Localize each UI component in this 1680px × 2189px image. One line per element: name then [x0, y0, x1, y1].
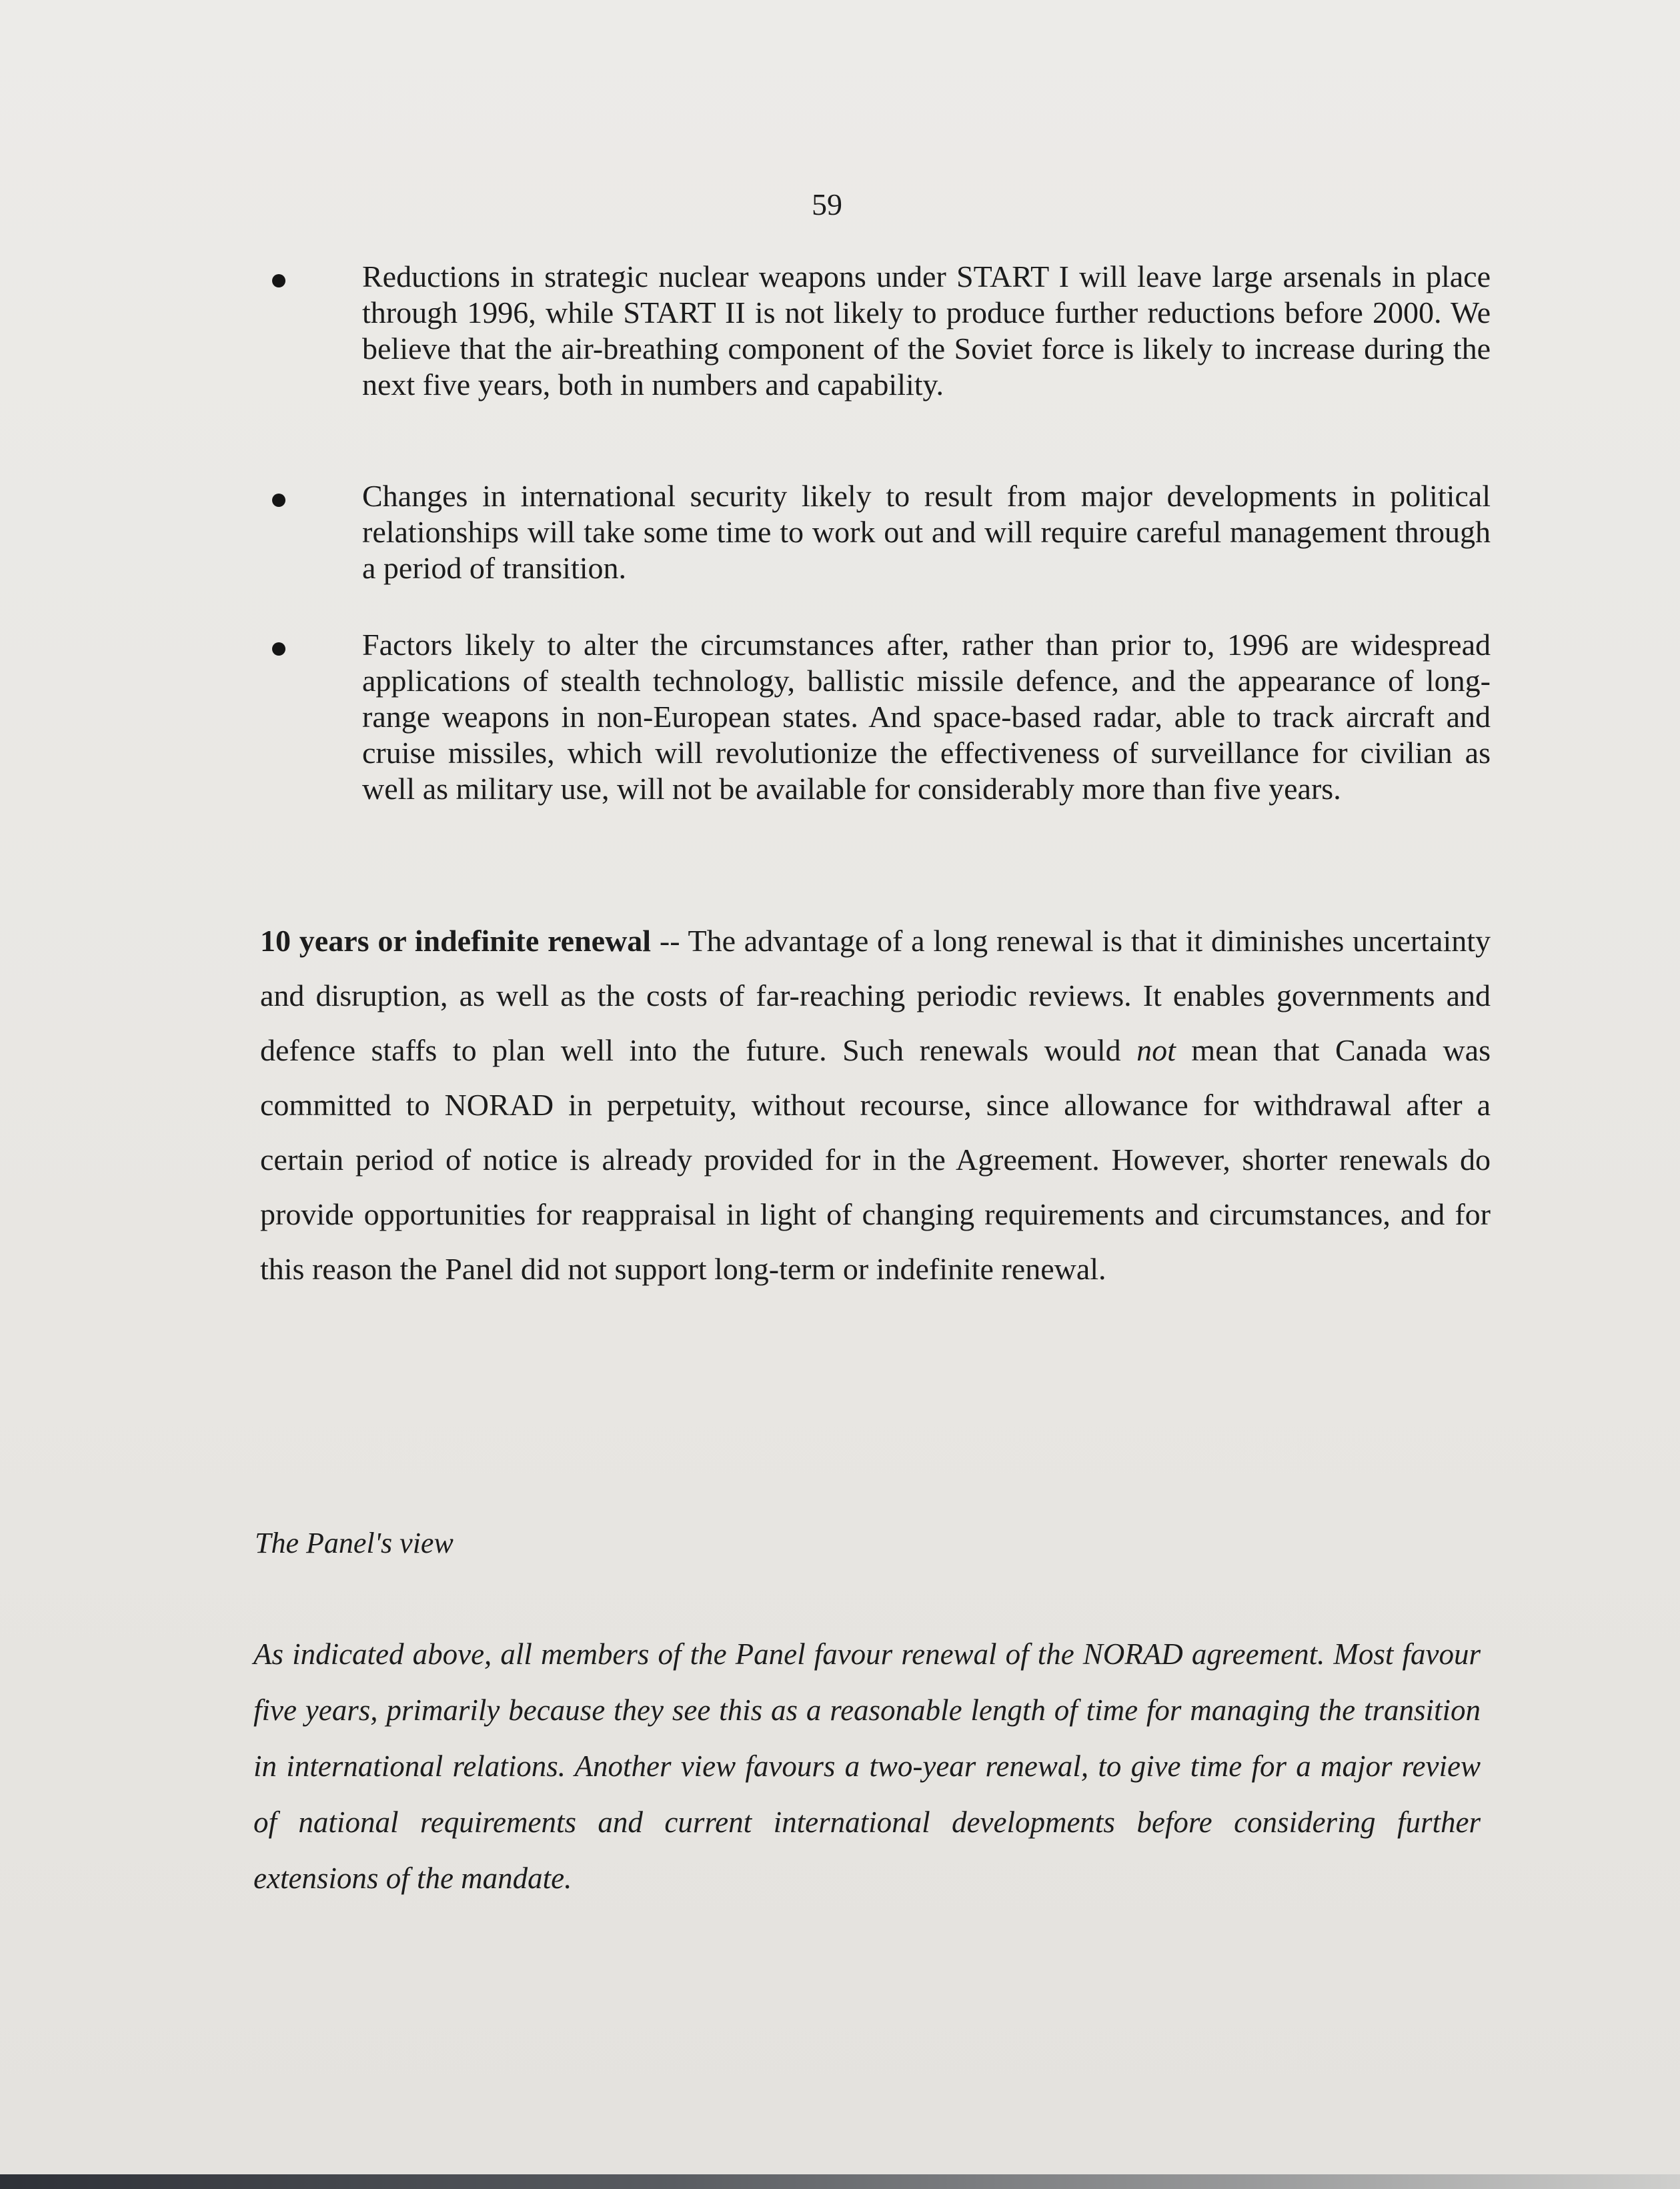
- page-number: 59: [812, 187, 842, 221]
- bullet-dot-icon: [272, 494, 285, 507]
- bullet-text: Changes in international security likely to result from major developments in political relationships will take some time to work out and will require careful management through a period of transition.: [362, 479, 1491, 585]
- bullet-text: Factors likely to alter the circumstances after, rather than prior to, 1996 are widespread applications of stealth technology, ballistic missile defence, and the appearance of long-range weapons in non-European states. And space-based radar, able to track aircraft and cruise missiles, which will revolutionize the effectiveness of surveillance for civilian as well as military use, will not be available for considerably more than five years.: [362, 628, 1491, 806]
- bullet-dot-icon: [272, 642, 285, 656]
- renewal-paragraph: [260, 914, 1491, 1297]
- scan-bottom-edge: [0, 2174, 1680, 2189]
- renewal-text-part-1: -- The advantage of a long renewal is that it diminishes uncertainty and disruption, as well as the costs of far-reaching periodic reviews. It enables governments and defence staffs to plan well into the future. Such renewals would: [260, 924, 1491, 1067]
- renewal-heading: 10 years or indefinite renewal: [260, 924, 652, 958]
- bullet-dot-icon: [272, 274, 285, 287]
- panel-view-paragraph: As indicated above, all members of the Panel favour renewal of the NORAD agreement. Most favour five years, primarily because they see this as a reasonable length of time for managing the transition in international relations. Another view favours a two-year renewal, to give time for a major review of national requirements and current international developments before considering further extensions of the mandate.: [253, 1637, 1481, 1895]
- panel-view-heading: The Panel's view: [255, 1527, 454, 1559]
- bullet-text: Reductions in strategic nuclear weapons under START I will leave large arsenals in place through 1996, while START II is not likely to produce further reductions before 2000. We believe that the air-breathing component of the Soviet force is likely to increase during the next five years, both in numbers and capability.: [362, 259, 1491, 402]
- renewal-emphasis: not: [1136, 1033, 1176, 1067]
- renewal-text-part-2: mean that Canada was committed to NORAD in perpetuity, without recourse, since allowance for withdrawal after a certain period of notice is already provided for in the Agreement. However, shorter renewals do provide opportunities for reappraisal in light of changing requirements and circumstances, and for this reason the Panel did not support long-term or indefinite renewal.: [260, 1033, 1491, 1286]
